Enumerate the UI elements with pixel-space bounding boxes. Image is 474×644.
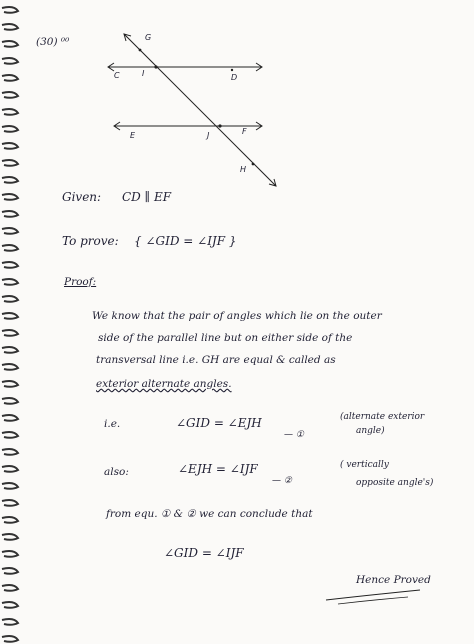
label-e: E <box>130 131 136 140</box>
proof-line-2: side of the parallel line but on either side of the <box>98 332 353 344</box>
step2-reason-2: opposite angle's) <box>356 478 434 488</box>
from-line: from equ. ① & ② we can conclude that <box>106 508 313 520</box>
given-label: Given: <box>62 190 102 204</box>
proof-line-1: We know that the pair of angles which lie on the outer <box>92 310 382 322</box>
hence-proved: Hence Proved <box>356 574 431 586</box>
question-number: (30) ⁰⁰ <box>36 36 70 48</box>
step1-marker: — ① <box>284 430 304 440</box>
step2-reason-1: ( vertically <box>340 460 389 470</box>
label-d: D <box>231 73 238 82</box>
label-i: I <box>142 69 145 78</box>
given-statement: CD ∥ EF <box>122 190 172 204</box>
label-h: H <box>240 165 247 174</box>
proof-line-3: transversal line i.e. GH are equal & called as <box>96 354 336 366</box>
step1-prefix: i.e. <box>104 418 121 430</box>
label-f: F <box>242 127 247 136</box>
step1-reason-2: angle) <box>356 426 385 436</box>
proof-label: Proof: <box>64 276 97 288</box>
proof-line-4: exterior alternate angles. <box>96 378 232 390</box>
step1-reason-1: (alternate exterior <box>340 412 425 422</box>
label-j: J <box>207 131 210 140</box>
label-c: C <box>114 71 120 80</box>
conclusion-equation: ∠GID = ∠IJF <box>164 546 244 560</box>
to-prove-label: To prove: <box>62 234 119 248</box>
step2-marker: — ② <box>272 476 292 486</box>
to-prove-statement: { ∠GID = ∠IJF } <box>134 234 237 248</box>
label-g: G <box>145 33 152 42</box>
step1-equation: ∠GID = ∠EJH <box>176 416 262 430</box>
step2-equation: ∠EJH = ∠IJF <box>178 462 258 476</box>
step2-prefix: also: <box>104 466 129 478</box>
